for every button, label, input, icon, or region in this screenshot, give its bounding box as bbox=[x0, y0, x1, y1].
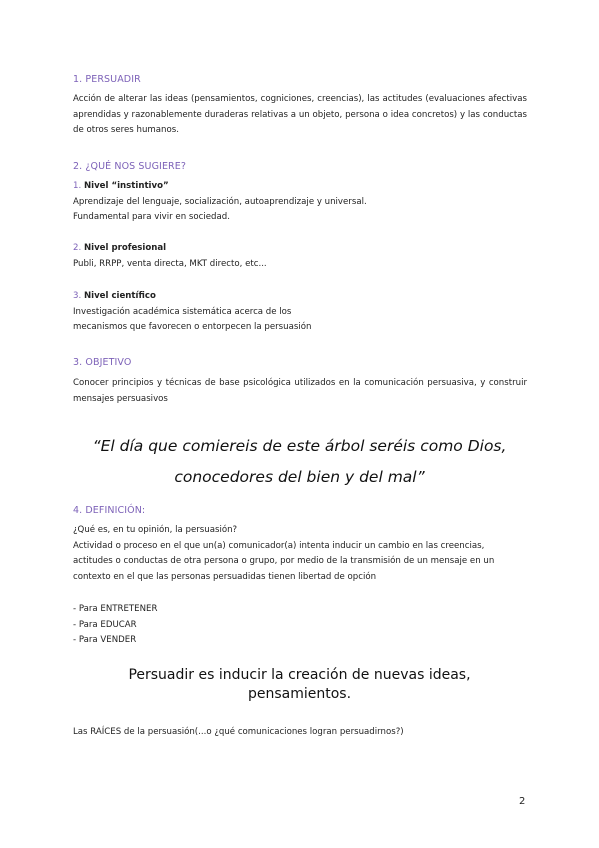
level-line: Publi, RRPP, venta directa, MKT directo, etc... bbox=[73, 258, 267, 269]
roots-line: Las RAÍCES de la persuasión(...o ¿qué comunicaciones logran persuadirnos?) bbox=[73, 727, 404, 737]
paragraph-objetivo: Conocer principios y técnicas de base psicológica utilizados en la comunicación persuasiva, y construir mensajes persuasivos bbox=[73, 378, 527, 404]
definicion-line: contexto en el que las personas persuadidas tienen libertad de opción bbox=[73, 571, 377, 582]
level-line: Aprendizaje del lenguaje, socialización, autoaprendizaje y universal. bbox=[73, 196, 367, 207]
section-heading-que-nos-sugiere: 2. ¿QUÉ NOS SUGIERE? bbox=[73, 161, 187, 172]
section-heading-persuadir: 1. PERSUADIR bbox=[73, 74, 141, 85]
section-heading-definicion: 4. DEFINICIÓN: bbox=[73, 505, 146, 516]
level-title: Nivel “instintivo” bbox=[83, 181, 169, 191]
list-item: - Para VENDER bbox=[73, 635, 137, 645]
statement-line-2: pensamientos. bbox=[247, 686, 352, 702]
level-number: 1. bbox=[73, 181, 82, 191]
level-line: Fundamental para vivir en sociedad. bbox=[73, 212, 230, 222]
level-title: Nivel científico bbox=[83, 291, 156, 301]
definicion-block bbox=[73, 523, 543, 585]
purpose-list bbox=[73, 602, 157, 649]
level-profesional bbox=[73, 241, 267, 272]
page-number: 2 bbox=[519, 796, 526, 807]
level-number: 2. bbox=[73, 243, 82, 253]
quote-line-2: conocedores del bien y del mal” bbox=[174, 468, 425, 486]
definicion-line: Actividad o proceso en el que un(a) comunicador(a) intenta inducir un cambio en las creencias, bbox=[73, 540, 485, 551]
paragraph-persuadir-definition: Acción de alterar las ideas (pensamientos, cogniciones, creencias), las actitudes (evaluaciones afectivas aprendidas y razonablemente duraderas relativas a un objeto, persona o idea concretos) y las conductas de otros seres humanos. bbox=[73, 94, 527, 135]
definicion-line: actitudes o conductas de otra persona o grupo, por medio de la transmisión de un mensaje en un bbox=[73, 556, 495, 566]
list-item: - Para EDUCAR bbox=[73, 619, 137, 630]
list-item: - Para ENTRETENER bbox=[73, 604, 158, 614]
definicion-line: ¿Qué es, en tu opinión, la persuasión? bbox=[73, 525, 238, 535]
level-number: 3. bbox=[73, 291, 82, 301]
statement-line-1: Persuadir es inducir la creación de nuevas ideas, bbox=[128, 667, 471, 683]
level-cientifico bbox=[73, 289, 311, 336]
quote-line-1: “El día que comiereis de este árbol seréis como Dios, bbox=[92, 437, 507, 455]
level-line: Investigación académica sistemática acerca de los bbox=[73, 306, 292, 317]
level-instintivo bbox=[73, 179, 367, 226]
level-title: Nivel profesional bbox=[83, 243, 167, 253]
section-heading-objetivo: 3. OBJETIVO bbox=[73, 357, 132, 368]
level-line: mecanismos que favorecen o entorpecen la persuasión bbox=[73, 322, 312, 332]
